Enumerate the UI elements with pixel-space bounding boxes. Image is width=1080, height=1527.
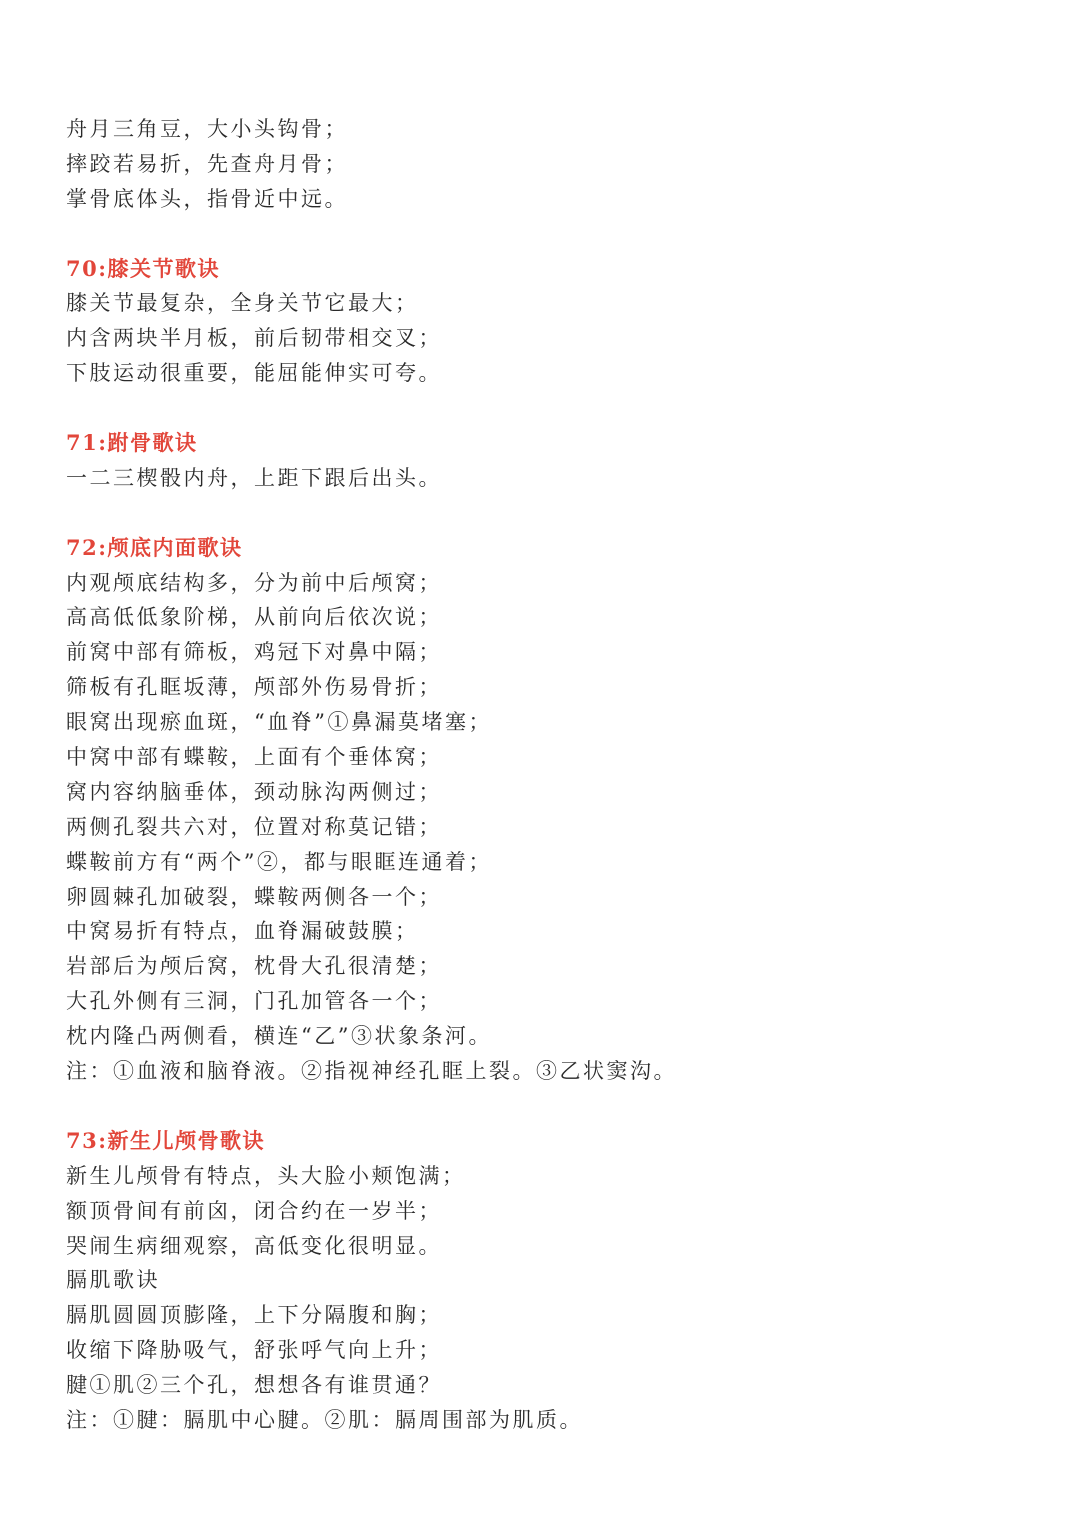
section-intro [66,112,1046,217]
section-heading: 71:跗骨歌诀 [66,430,198,456]
section-73 [66,1124,1046,1438]
section-70 [66,252,1046,392]
verse-line: 腱①肌②三个孔，想想各有谁贯通？ [66,1373,442,1398]
verse-line: 蝶鞍前方有“两个”②，都与眼眶连通着； [66,849,492,874]
verse-line: 枕内隆凸两侧看，横连“乙”③状象条河。 [66,1024,492,1049]
section-heading: 70:膝关节歌诀 [66,255,220,281]
section-gap [66,217,1046,252]
section-gap [66,391,1046,426]
section-gap [66,496,1046,531]
verse-line: 筛板有孔眶坂薄，颅部外伤易骨折； [66,675,442,700]
section-heading: 73:新生儿颅骨歌诀 [66,1127,265,1153]
verse-line: 大孔外侧有三洞，门孔加管各一个； [66,989,442,1014]
subsection-title: 膈肌歌诀 [66,1268,160,1293]
verse-line: 内观颅底结构多，分为前中后颅窝； [66,570,442,595]
verse-line: 收缩下降胁吸气，舒张呼气向上升； [66,1338,442,1363]
verse-line: 一二三楔骰内舟，上距下跟后出头。 [66,465,442,490]
verse-line: 摔跤若易折，先查舟月骨； [66,151,348,176]
verse-line: 前窝中部有筛板，鸡冠下对鼻中隔； [66,640,442,665]
footnote-line: 注：①腱：膈肌中心腱。②肌：膈周围部为肌质。 [66,1407,583,1432]
verse-line: 舟月三角豆，大小头钩骨； [66,117,348,141]
verse-line: 掌骨底体头，指骨近中远。 [66,186,348,211]
verse-line: 膈肌圆圆顶膨隆，上下分隔腹和胸； [66,1303,442,1328]
verse-line: 高高低低象阶梯，从前向后依次说； [66,605,442,630]
verse-line: 额顶骨间有前囟，闭合约在一岁半； [66,1198,442,1223]
verse-line: 岩部后为颅后窝，枕骨大孔很清楚； [66,954,442,979]
section-71 [66,426,1046,496]
document-body [66,112,1046,1438]
verse-line: 中窝易折有特点，血脊漏破鼓膜； [66,919,419,944]
verse-line: 下肢运动很重要，能屈能伸实可夸。 [66,361,442,386]
footnote-line: 注：①血液和脑脊液。②指视神经孔眶上裂。③乙状窦沟。 [66,1059,677,1084]
verse-line: 膝关节最复杂，全身关节它最大； [66,291,419,316]
verse-line: 中窝中部有蝶鞍，上面有个垂体窝； [66,745,442,770]
verse-line: 哭闹生病细观察，高低变化很明显。 [66,1233,442,1258]
verse-line: 卵圆棘孔加破裂，蝶鞍两侧各一个； [66,884,442,909]
section-72 [66,531,1046,1089]
section-gap [66,1089,1046,1124]
verse-line: 新生儿颅骨有特点，头大脸小颊饱满； [66,1163,466,1188]
verse-line: 窝内容纳脑垂体，颈动脉沟两侧过； [66,779,442,804]
verse-line: 内含两块半月板，前后韧带相交叉； [66,326,442,351]
section-heading: 72:颅底内面歌诀 [66,534,243,560]
verse-line: 眼窝出现瘀血斑，“血脊”①鼻漏莫堵塞； [66,710,492,735]
verse-line: 两侧孔裂共六对，位置对称莫记错； [66,814,442,839]
